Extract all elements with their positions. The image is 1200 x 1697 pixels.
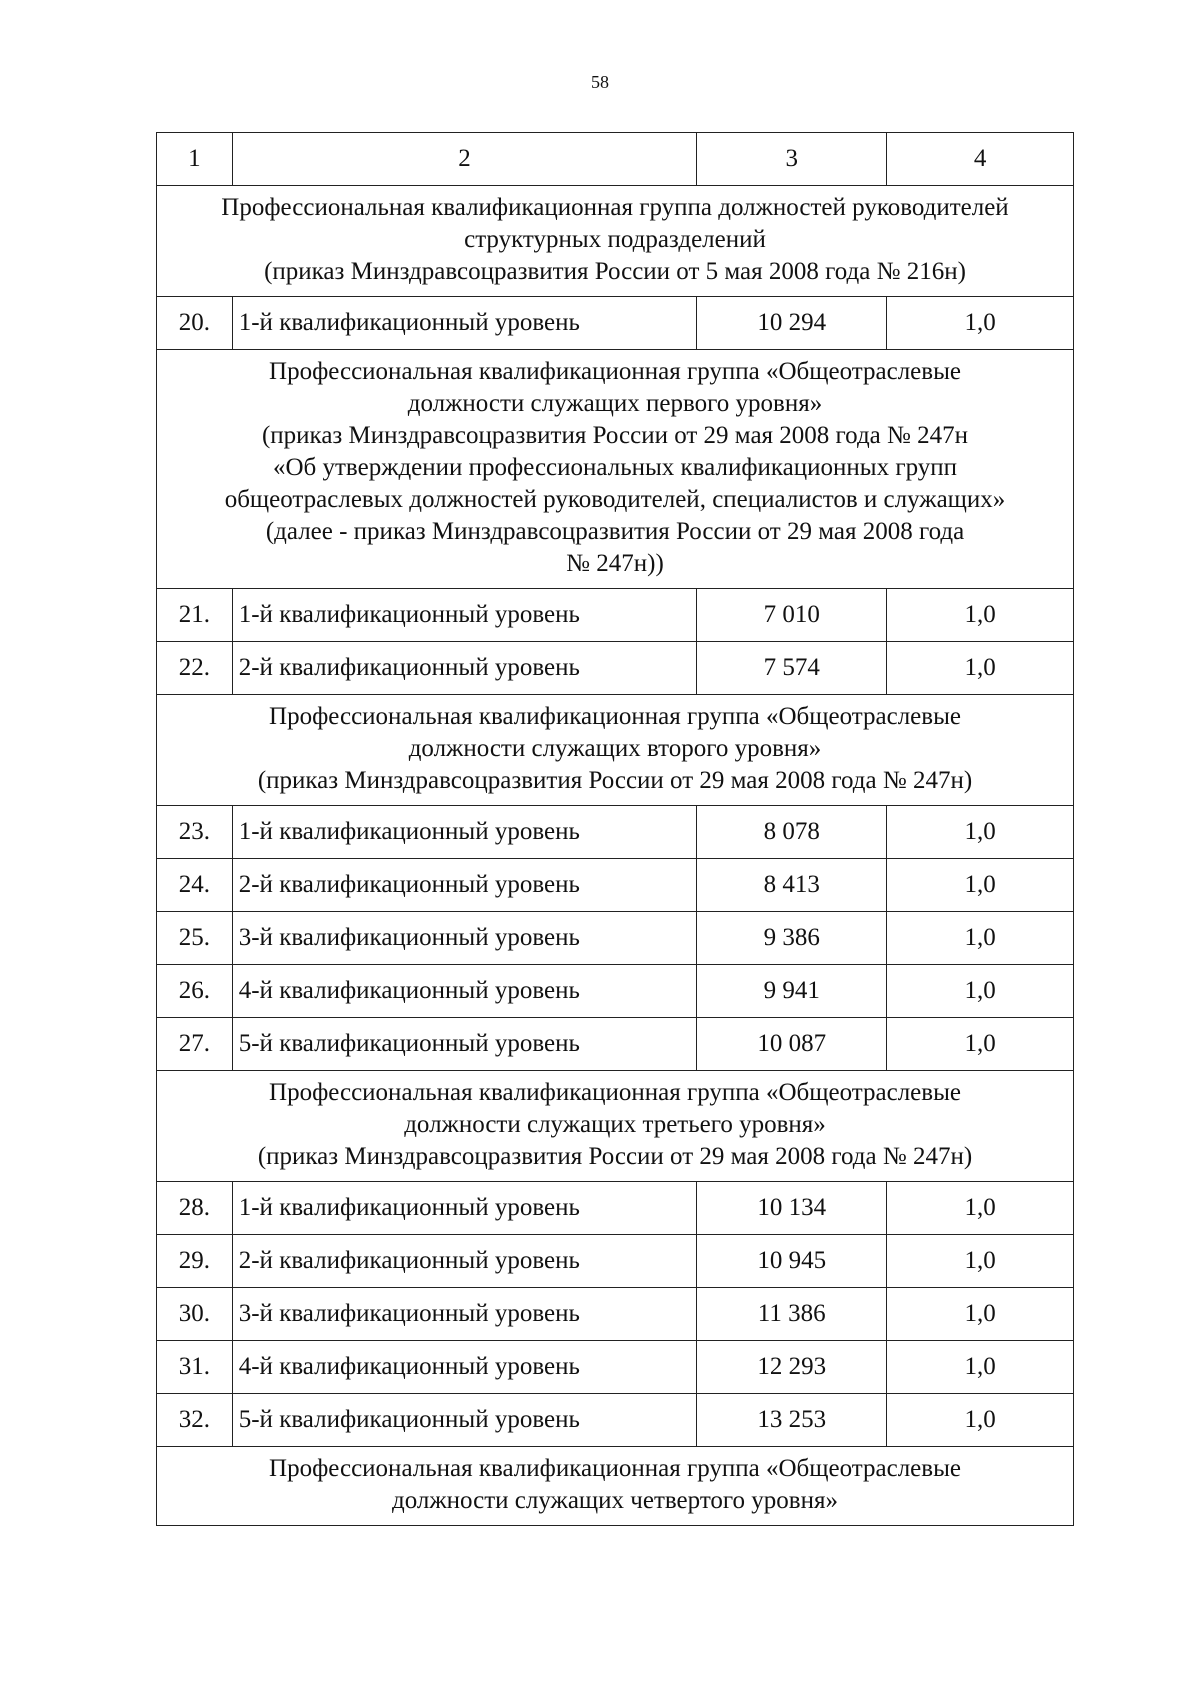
table-row	[157, 1394, 1074, 1447]
row-number: 24.	[157, 859, 233, 912]
salary-value: 7 574	[697, 642, 887, 695]
group-title-line: Профессиональная квалификационная группа «Общеотраслевые	[269, 703, 961, 730]
coefficient-value: 1,0	[887, 589, 1074, 642]
qualification-level: 4-й квалификационный уровень	[232, 1341, 697, 1394]
coefficient-value: 1,0	[887, 1341, 1074, 1394]
qualification-level: 4-й квалификационный уровень	[232, 965, 697, 1018]
group-title-line: (приказ Минздравсоцразвития России от 5 мая 2008 года № 216н)	[264, 258, 966, 285]
salary-value: 11 386	[697, 1288, 887, 1341]
salary-table-body	[157, 133, 1074, 1526]
row-number: 20.	[157, 297, 233, 350]
group-header-row	[157, 186, 1074, 297]
table-row	[157, 1018, 1074, 1071]
table-row	[157, 297, 1074, 350]
coefficient-value: 1,0	[887, 965, 1074, 1018]
salary-value: 10 087	[697, 1018, 887, 1071]
salary-value: 9 386	[697, 912, 887, 965]
group-title	[157, 1071, 1074, 1182]
table-row	[157, 912, 1074, 965]
group-title-line: структурных подразделений	[464, 226, 766, 253]
group-title	[157, 186, 1074, 297]
group-title-line: общеотраслевых должностей руководителей, специалистов и служащих»	[224, 486, 1006, 513]
table-row	[157, 965, 1074, 1018]
group-title-line: (приказ Минздравсоцразвития России от 29 мая 2008 года № 247н)	[257, 767, 973, 794]
salary-value: 13 253	[697, 1394, 887, 1447]
group-title	[157, 695, 1074, 806]
salary-value: 12 293	[697, 1341, 887, 1394]
coefficient-value: 1,0	[887, 806, 1074, 859]
row-number: 23.	[157, 806, 233, 859]
group-header-row	[157, 1071, 1074, 1182]
row-number: 28.	[157, 1182, 233, 1235]
group-title-line: № 247н))	[566, 550, 664, 577]
salary-value: 8 078	[697, 806, 887, 859]
row-number: 26.	[157, 965, 233, 1018]
salary-value: 8 413	[697, 859, 887, 912]
salary-value: 10 134	[697, 1182, 887, 1235]
table-row	[157, 642, 1074, 695]
table-row	[157, 859, 1074, 912]
qualification-level: 3-й квалификационный уровень	[232, 912, 697, 965]
group-title-line: должности служащих первого уровня»	[407, 390, 823, 417]
coefficient-value: 1,0	[887, 642, 1074, 695]
group-title-line: Профессиональная квалификационная группа должностей руководителей	[221, 194, 1009, 221]
page-number: 58	[591, 72, 609, 92]
group-title-line: должности служащих второго уровня»	[408, 735, 822, 762]
qualification-level: 2-й квалификационный уровень	[232, 642, 697, 695]
coefficient-value: 1,0	[887, 1288, 1074, 1341]
row-number: 31.	[157, 1341, 233, 1394]
salary-value: 7 010	[697, 589, 887, 642]
row-number: 27.	[157, 1018, 233, 1071]
qualification-level: 2-й квалификационный уровень	[232, 1235, 697, 1288]
qualification-level: 1-й квалификационный уровень	[232, 297, 697, 350]
header-cell-2: 2	[232, 133, 697, 186]
qualification-level: 5-й квалификационный уровень	[232, 1394, 697, 1447]
salary-value: 10 945	[697, 1235, 887, 1288]
group-title	[157, 350, 1074, 589]
group-title-line: (приказ Минздравсоцразвития России от 29 мая 2008 года № 247н	[261, 422, 969, 449]
coefficient-value: 1,0	[887, 1018, 1074, 1071]
salary-value: 10 294	[697, 297, 887, 350]
group-title-line: «Об утверждении профессиональных квалификационных групп	[272, 454, 958, 481]
group-header-row	[157, 350, 1074, 589]
group-title-line: Профессиональная квалификационная группа «Общеотраслевые	[269, 1079, 961, 1106]
coefficient-value: 1,0	[887, 297, 1074, 350]
table-row	[157, 1288, 1074, 1341]
qualification-level: 1-й квалификационный уровень	[232, 589, 697, 642]
group-header-row	[157, 695, 1074, 806]
qualification-level: 1-й квалификационный уровень	[232, 806, 697, 859]
header-cell-4: 4	[887, 133, 1074, 186]
header-cell-3: 3	[697, 133, 887, 186]
group-title-line: должности служащих четвертого уровня»	[392, 1487, 838, 1514]
table-row	[157, 806, 1074, 859]
group-title	[157, 1447, 1074, 1526]
table-row	[157, 1341, 1074, 1394]
header-cell-1: 1	[157, 133, 233, 186]
salary-value: 9 941	[697, 965, 887, 1018]
table-row	[157, 589, 1074, 642]
group-header-row	[157, 1447, 1074, 1526]
qualification-level: 2-й квалификационный уровень	[232, 859, 697, 912]
table-row	[157, 1182, 1074, 1235]
coefficient-value: 1,0	[887, 912, 1074, 965]
qualification-level: 3-й квалификационный уровень	[232, 1288, 697, 1341]
qualification-level: 1-й квалификационный уровень	[232, 1182, 697, 1235]
row-number: 25.	[157, 912, 233, 965]
table-header-row	[157, 133, 1074, 186]
table-row	[157, 1235, 1074, 1288]
coefficient-value: 1,0	[887, 1394, 1074, 1447]
coefficient-value: 1,0	[887, 1182, 1074, 1235]
group-title-line: должности служащих третьего уровня»	[404, 1111, 826, 1138]
row-number: 30.	[157, 1288, 233, 1341]
group-title-line: (далее - приказ Минздравсоцразвития России от 29 мая 2008 года	[265, 518, 965, 545]
qualification-level: 5-й квалификационный уровень	[232, 1018, 697, 1071]
coefficient-value: 1,0	[887, 859, 1074, 912]
group-title-line: Профессиональная квалификационная группа «Общеотраслевые	[269, 1455, 961, 1482]
coefficient-value: 1,0	[887, 1235, 1074, 1288]
group-title-line: (приказ Минздравсоцразвития России от 29 мая 2008 года № 247н)	[257, 1143, 973, 1170]
salary-table	[156, 132, 1074, 1526]
row-number: 32.	[157, 1394, 233, 1447]
row-number: 21.	[157, 589, 233, 642]
group-title-line: Профессиональная квалификационная группа «Общеотраслевые	[269, 358, 961, 385]
row-number: 22.	[157, 642, 233, 695]
row-number: 29.	[157, 1235, 233, 1288]
